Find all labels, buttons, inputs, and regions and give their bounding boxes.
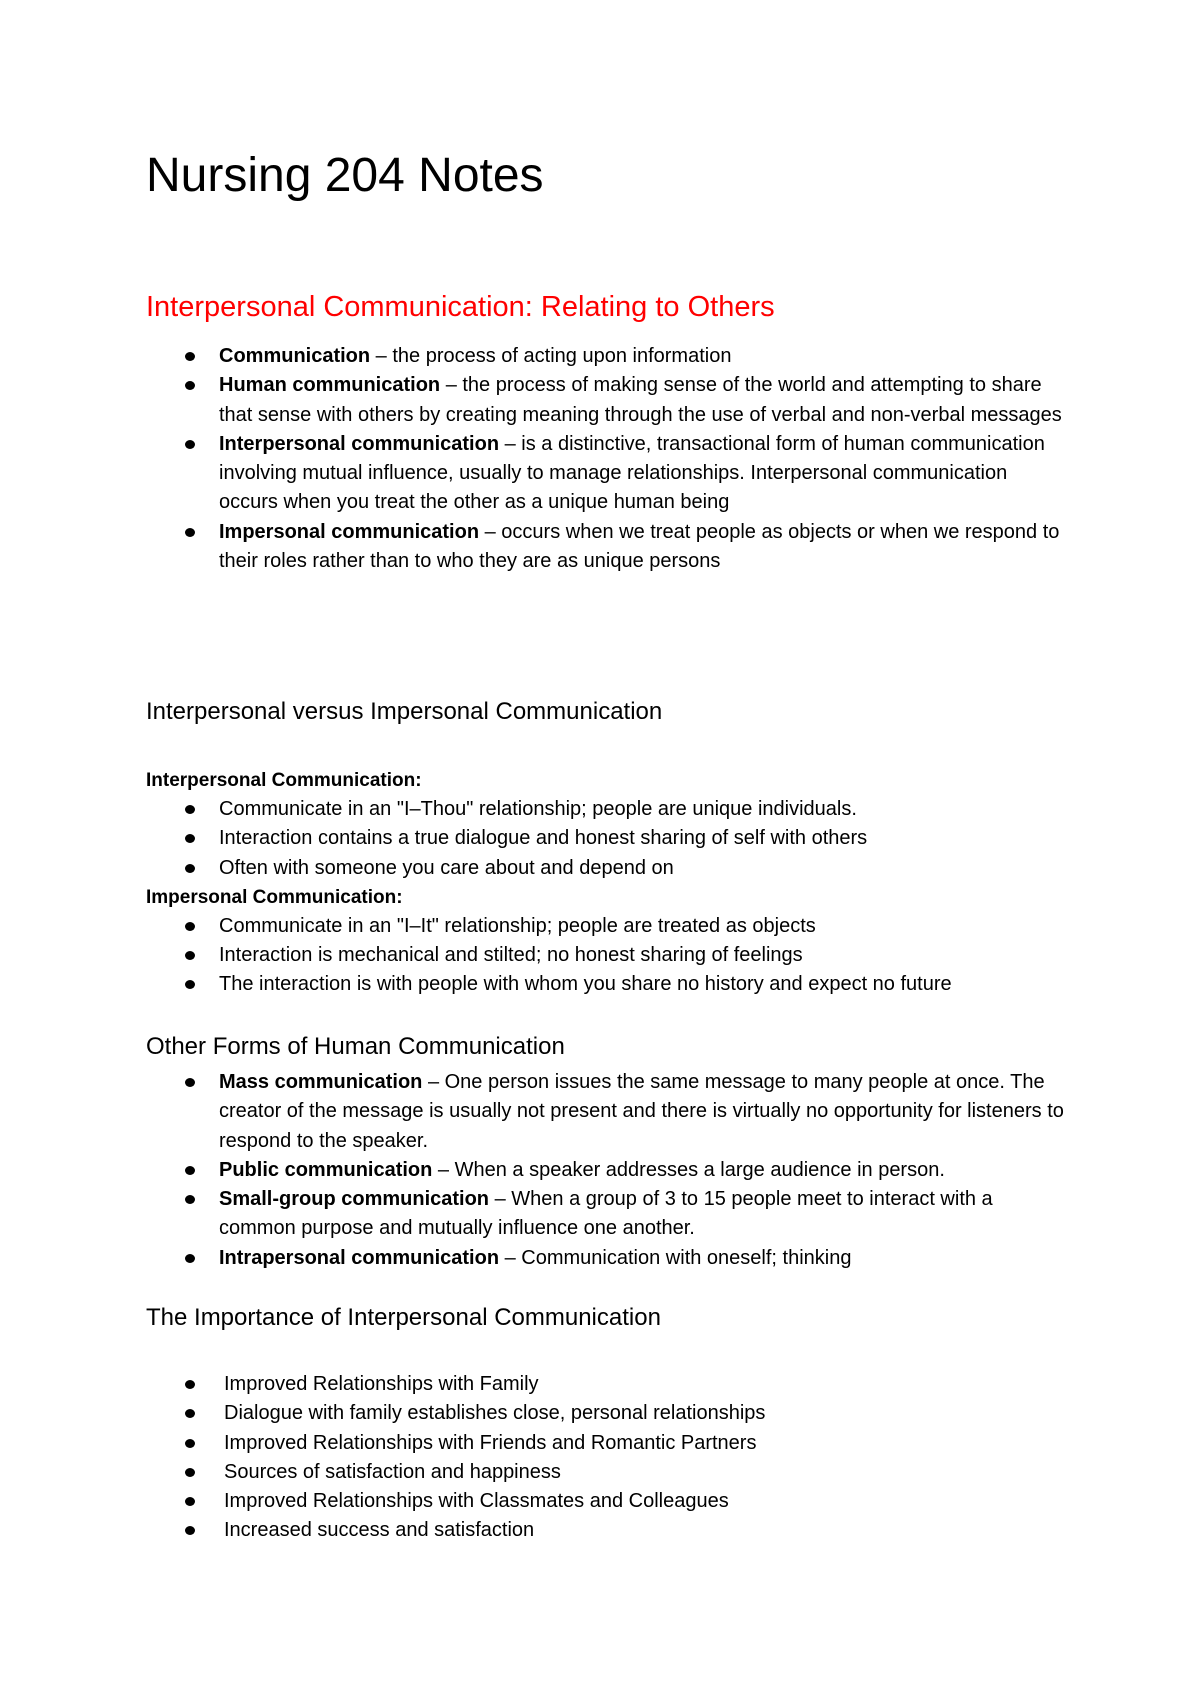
bullet-icon [185, 1078, 195, 1087]
list-item [146, 1458, 1066, 1487]
bullet-icon [185, 1195, 195, 1204]
term-label: Human communication [219, 374, 441, 397]
bullet-icon [185, 440, 195, 449]
other-forms-list [146, 1068, 1066, 1273]
term-label: Small-group communication [219, 1188, 490, 1211]
list-item-text: Increased success and satisfaction [224, 1519, 535, 1542]
list-item [146, 912, 1066, 941]
section-heading-interpersonal-vs-impersonal: Interpersonal versus Impersonal Communication [146, 698, 663, 725]
list-item-text: Communicate in an "I–It" relationship; people are treated as objects [219, 914, 816, 937]
list-item-text: Communicate in an "I–Thou" relationship; people are unique individuals. [219, 798, 857, 820]
term-label: Mass communication [219, 1071, 423, 1093]
bullet-icon [185, 834, 195, 843]
bullet-icon [185, 922, 195, 931]
list-item [146, 1429, 1066, 1458]
term-label: Public communication [219, 1158, 433, 1181]
definition-text: – When a group of 3 to 15 people meet to interact with a common purpose and mutually influence one another. [219, 1188, 993, 1240]
document-title: Nursing 204 Notes [146, 149, 544, 202]
importance-block [146, 1370, 1066, 1546]
bullet-icon [185, 1468, 195, 1477]
impersonal-subheading: Impersonal Communication: [146, 886, 403, 908]
bullet-icon [185, 864, 195, 873]
interpersonal-subheading: Interpersonal Communication: [146, 770, 422, 791]
section-heading-other-forms: Other Forms of Human Communication [146, 1033, 565, 1060]
definitions-list-block [146, 342, 1066, 576]
importance-list [146, 1370, 1066, 1546]
list-item [146, 1487, 1066, 1516]
definition-text: – occurs when we treat people as objects or when we respond to their roles rather than to who they are as unique persons [219, 520, 1060, 573]
list-item [146, 342, 1066, 371]
list-item [146, 824, 1066, 853]
definition-text: – When a speaker addresses a large audience in person. [432, 1158, 945, 1181]
list-item-text: Improved Relationships with Family [224, 1373, 539, 1395]
definition-text: – the process of making sense of the world and attempting to share that sense with others by creating meaning through the use of verbal and non-verbal messages [219, 374, 1062, 426]
list-item-text: Improved Relationships with Classmates and Colleagues [224, 1490, 729, 1513]
definition-text: – Communication with oneself; thinking [499, 1246, 852, 1269]
definition-text: – is a distinctive, transactional form of human communication involving mutual influence, usually to manage relationships. Interpersonal communication occurs when you treat the other as a unique human being [219, 432, 1045, 514]
list-item [146, 1185, 1066, 1244]
bullet-icon [185, 1526, 195, 1535]
bullet-icon [185, 1409, 195, 1418]
other-forms-block [146, 1068, 1066, 1273]
bullet-icon [185, 352, 195, 361]
bullet-icon [185, 528, 195, 537]
definitions-list [146, 342, 1066, 576]
interpersonal-list [146, 795, 1066, 883]
bullet-icon [185, 951, 195, 960]
list-item [146, 941, 1066, 970]
list-item-text: Improved Relationships with Friends and Romantic Partners [224, 1431, 757, 1454]
list-item [146, 430, 1066, 518]
list-item-text: The interaction is with people with whom you share no history and expect no future [219, 973, 952, 996]
list-item [146, 1156, 1066, 1185]
bullet-icon [185, 1380, 195, 1389]
bullet-icon [185, 1497, 195, 1506]
section-heading-importance: The Importance of Interpersonal Communication [146, 1304, 661, 1331]
term-label: Interpersonal communication [219, 432, 500, 455]
list-item [146, 1068, 1066, 1156]
term-label: Intrapersonal communication [219, 1246, 500, 1269]
bullet-icon [185, 805, 195, 814]
list-item-text: Interaction is mechanical and stilted; no honest sharing of feelings [219, 944, 803, 967]
list-item [146, 1516, 1066, 1545]
impersonal-list [146, 912, 1066, 1000]
term-label: Communication [219, 345, 371, 367]
bullet-icon [185, 1166, 195, 1175]
list-item [146, 1244, 1066, 1273]
section-heading-relating-to-others: Interpersonal Communication: Relating to Others [146, 291, 775, 323]
list-item [146, 1399, 1066, 1428]
list-item-text: Sources of satisfaction and happiness [224, 1460, 561, 1483]
list-item-text: Dialogue with family establishes close, personal relationships [224, 1402, 766, 1425]
bullet-icon [185, 381, 195, 390]
list-item [146, 518, 1066, 577]
list-item-text: Interaction contains a true dialogue and honest sharing of self with others [219, 827, 868, 850]
definition-text: – One person issues the same message to many people at once. The creator of the message is usually not present and there is virtually no opportunity for listeners to respond to the speaker. [219, 1071, 1064, 1152]
list-item [146, 970, 1066, 999]
bullet-icon [185, 980, 195, 989]
list-item [146, 1370, 1066, 1399]
list-item-text: Often with someone you care about and depend on [219, 856, 674, 879]
list-item [146, 854, 1066, 883]
bullet-icon [185, 1439, 195, 1448]
list-item [146, 795, 1066, 824]
comparison-block [146, 766, 1066, 1000]
term-label: Impersonal communication [219, 520, 480, 543]
definition-text: – the process of acting upon information [370, 345, 732, 367]
list-item [146, 371, 1066, 430]
bullet-icon [185, 1254, 195, 1263]
